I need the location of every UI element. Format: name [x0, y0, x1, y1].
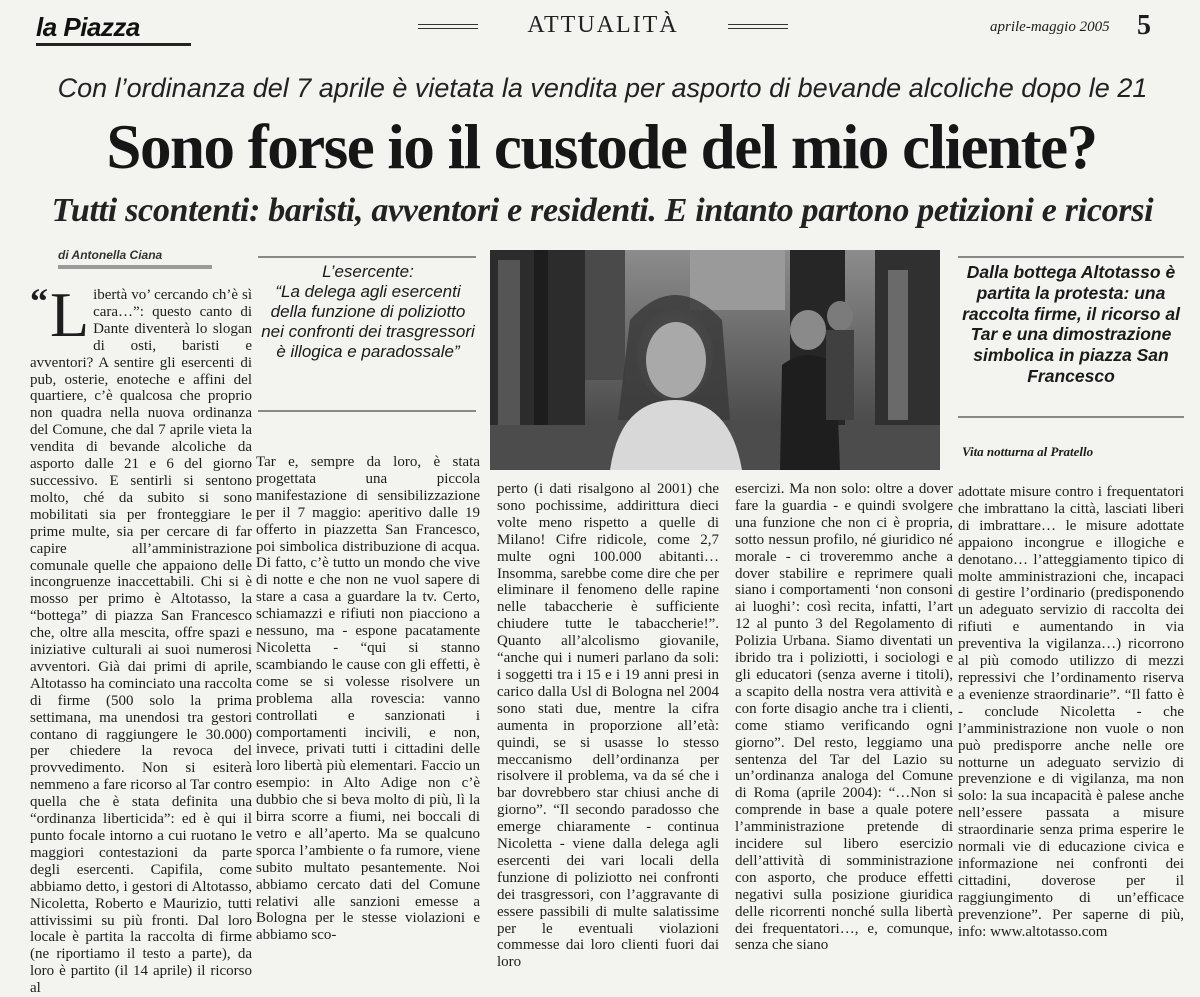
- pullquote-right-rule-top: [958, 256, 1184, 258]
- article-column-3: [497, 481, 719, 971]
- street-photo: [490, 250, 940, 470]
- pullquote-left-text: “La delega agli esercenti della funzione di poliziotto nei confronti dei trasgressori è illogica e paradossale”: [261, 282, 475, 361]
- article-column-5: [958, 484, 1184, 940]
- subheadline: Tutti scontenti: baristi, avventori e residenti. E intanto partono petizioni e ricorsi: [51, 192, 1154, 229]
- section-rule-left: [418, 24, 478, 29]
- opening-quote-mark: “: [30, 281, 48, 321]
- pullquote-right-rule-bottom: [958, 416, 1184, 418]
- article-column-4: [735, 481, 953, 954]
- issue-date: aprile-maggio 2005: [990, 19, 1110, 35]
- page-number: 5: [1137, 10, 1151, 41]
- section-title: ATTUALITÀ: [527, 12, 679, 38]
- masthead: la Piazza: [36, 12, 140, 42]
- byline: di Antonella Ciana: [58, 248, 163, 262]
- pullquote-left: [258, 262, 478, 362]
- article-column-1: [30, 279, 252, 997]
- column-2-text: Tar e, sempre da loro, è stata progettata una piccola manifestazione di sensibilizzazione per il 7 maggio: aperitivo dalle 19 offerto in piazzetta San Francesco, poi simbolica distribuzione di acqua. Di fatto, c’è tutto un mondo che vive di notte e che non ne vuol sapere di stare a casa a guardare la tv. Certo, schiamazzi e rifiuti non piacciono a nessuno, ma - espone pacatamente Nicoletta - “qui si stanno scambiando le cause con gli effetti, è come se si volesse risolvere un problema alla rovescia: vanno controllati e sanzionati i comportamenti incivili, e non, invece, privati tutti i cittadini delle loro libertà più elementari. Faccio un esempio: in Alto Adige non c’è dubbio che si beva molto di più, lì la birra scorre a fiumi, nei boccali di vetro e all’aperto. Ma se qualcuno sporca l’ambiente o fa rumore, viene subito multato pesantemente. Noi abbiamo cercato dati del Comune relativi alle sanzioni emesse a Bologna per le stesse violazioni e abbiamo sco-: [256, 454, 480, 944]
- pullquote-left-rule-top: [258, 256, 476, 258]
- column-4-text: esercizi. Ma non solo: oltre a dover fare la guardia - e quindi svolgere una funzione che non ci è propria, sotto nessun profilo, né giuridico né morale - ci troveremmo anche a dover stabilire e reprimere quali siano i comportamenti ‘non consoni ai luoghi’: così recita, infatti, l’art 12 al punto 3 del Regolamento di Polizia Urbana. Siamo diventati un ibrido tra i poliziotti, i sociologi e gli educatori (senza averne i titoli), a scapito della nostra vera attività e con forte disagio anche tra i clienti, come stiamo verificando ogni giorno”. Del resto, leggiamo una sentenza del Tar del Lazio su un’ordinanza analoga del Comune di Roma (aprile 2004): “…Non si comprende in base a quale potere l’amministrazione pretende di incidere sul libero esercizio dell’attività di somministrazione con asporto, che produce effetti negativi sulla posizione giuridica delle ricorrenti nonché sulla libertà dei frequentatori…, e, comunque, senza che siano: [735, 481, 953, 954]
- photo-caption: Vita notturna al Pratello: [962, 444, 1094, 459]
- article-column-2: [256, 454, 480, 944]
- section-rule-right: [728, 24, 788, 29]
- pullquote-right: Dalla bottega Altotasso è partita la protesta: una raccolta firme, il ricorso al Tar e una dimostrazione simbolica in piazza San Francesco: [962, 262, 1180, 386]
- column-1-text: ibertà vo’ cercando ch’è sì cara…”: questo canto di Dante diventerà lo slogan di osti, baristi e avventori? A sentire gli esercenti di pub, osterie, enoteche e affini del quartiere, c’è qualcosa che proprio non quadra nella nuova ordinanza del Comune, che dal 7 aprile vieta la vendita di bevande alcoliche da asporto dalle 21 e 6 del giorno successivo. E sentirli si sentono molto, ché da subito si sono mobilitati sia per fronteggiare le prime multe, sia per cercare di far capire all’amministrazione comunale quelle che appaiono delle incongruenze inaccettabili. Chi si è mosso per primo è Altotasso, la “bottega” di piazza San Francesco che, oltre alla mescita, offre spazi e iniziative culturali ai suoi numerosi avventori. Già dai primi di aprile, Altotasso ha cominciato una raccolta di firme (500 solo la prima settimana, ma unendosi tra gestori contano di raggiungere le 30.000) per chiedere la revoca del provvedimento. Non si esiterà nemmeno a fare ricorso al Tar contro quella che è stata definita una “ordinanza liberticida”: ed è qui il punto focale intorno a cui ruotano le maggiori contestazioni da parte degli esercenti. Capifila, come abbiamo detto, i gestori di Altotasso, Nicoletta, Roberto e Maurizio, tutti attivissimi su più fronti. Dal loro locale è partita la raccolta di firme (ne riportiamo il testo a parte), da loro è partito (il 14 aprile) il ricorso al: [30, 287, 252, 997]
- kicker: Con l’ordinanza del 7 aprile è vietata la vendita per asporto di bevande alcoliche dopo le 21: [57, 73, 1148, 103]
- drop-cap: L: [50, 279, 90, 350]
- column-5-text: adottate misure contro i frequentatori che imbrattano la città, lasciati liberi di imbrattare… le misure adottate appaiono incongrue e illogiche e denotano… l’atteggiamento tipico di molte amministrazioni che, incapaci di gestire l’ordinario (predisponendo un adeguato servizio di raccolta dei rifiuti e aumentando in via preventiva la vigilanza…) ricorrono al più comodo utilizzo di mezzi repressivi che l’ordinamento riserva a evenienze straordinarie”. “Il fatto è - conclude Nicoletta - che l’amministrazione non vuole o non può predisporre anche nelle ore notturne un adeguato servizio di prevenzione e di vigilanza, ma non solo: la sua incapacità è palese anche nell’essere passata a misure straordinarie senza prima esperire le normali vie di educazione civica e informazione nei confronti dei cittadini, doverose per il raggiungimento di un’efficace prevenzione”. Per saperne di più, info: www.altotasso.com: [958, 484, 1184, 940]
- byline-rule: [58, 265, 212, 269]
- headline: Sono forse io il custode del mio cliente?: [106, 112, 1097, 182]
- column-3-text: perto (i dati risalgono al 2001) che sono pochissime, addirittura dieci volte meno rispetto a quelle di Milano! Cifre ridicole, come 2,7 multe ogni 100.000 abitanti… Insomma, sarebbe come dire che per eliminare il fenomeno delle rapine nelle tabaccherie è sufficiente chiudere tutte le tabaccherie!”. Quanto all’alcolismo giovanile, “anche qui i numeri parlano da soli: i soggetti tra i 15 e i 19 anni presi in carico dalla Usl di Bologna nel 2004 sono stati due, mentre la cifra aumenta in proporzione all’età: quindi, se si usasse lo stesso meccanismo dell’ordinanza per risolvere il problema, va da sé che i bar dovrebbero star chiusi anche di giorno”. “Il secondo paradosso che emerge chiaramente - continua Nicoletta - viene dalla delega agli esercenti dei vari locali della funzione di poliziotto nei confronti dei trasgressori, con l’aggravante di essere passibili di multe salatissime per le eventuali violazioni commesse dai loro clienti fuori dai loro: [497, 481, 719, 971]
- pullquote-left-rule-bottom: [258, 410, 476, 412]
- masthead-underline: [36, 43, 191, 46]
- pullquote-left-title: L’esercente:: [322, 262, 414, 281]
